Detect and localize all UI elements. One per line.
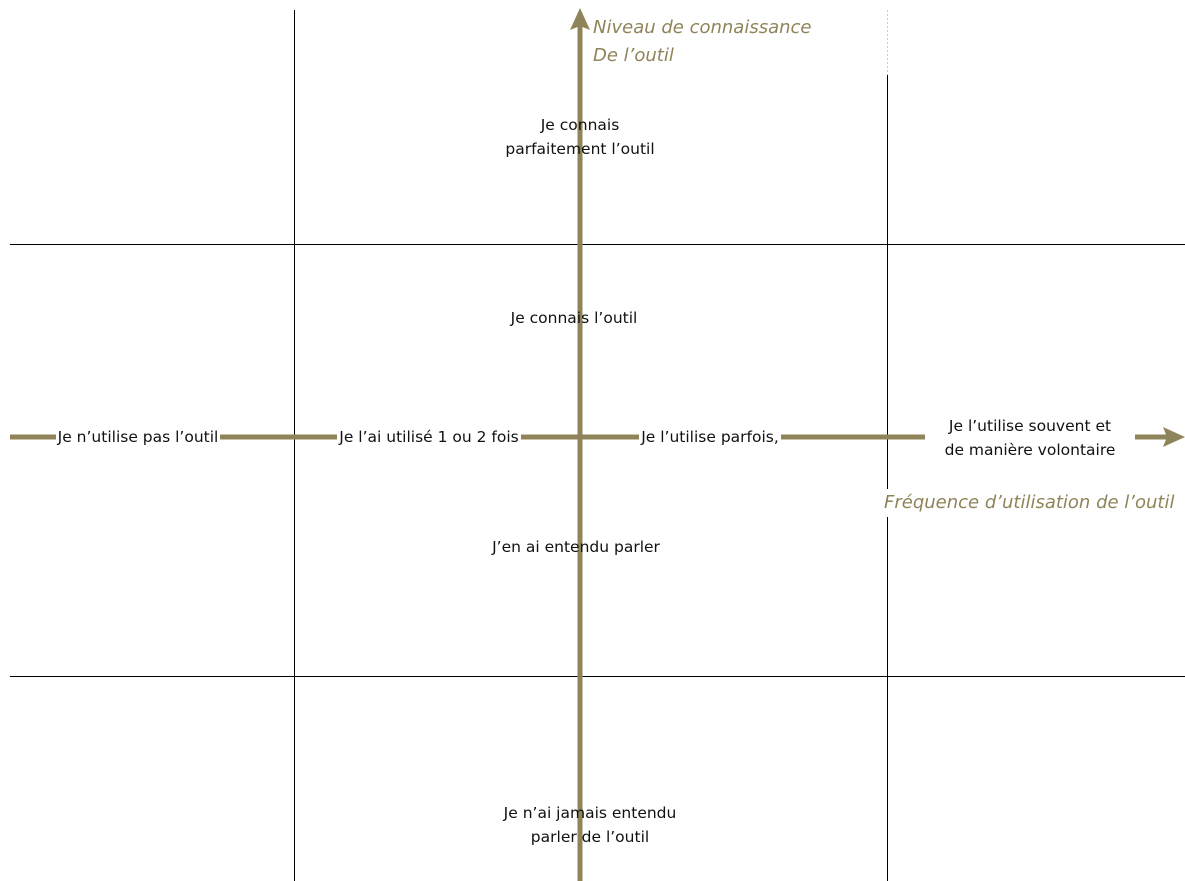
y-level-never-heard [480,801,700,849]
x-level-often [925,414,1135,462]
x-level-used-once [325,425,533,449]
x-level-not-used-line1: Je n’utilise pas l’outil [57,428,219,446]
y-level-perfect-line2: parfaitement l’outil [505,140,655,158]
x-level-used-once-line1: Je l’ai utilisé 1 ou 2 fois [339,428,519,446]
y-axis-title-line1: Niveau de connaissance [593,17,812,38]
x-level-often-line2: de manière volontaire [925,438,1135,462]
y-axis-title [593,14,812,70]
x-level-not-used [48,425,228,449]
y-level-never-heard-line2: parler de l’outil [530,828,650,846]
x-level-sometimes-line1: Je l’utilise parfois, [641,428,779,446]
y-level-perfect [470,113,690,161]
y-level-know [464,306,684,330]
y-axis-title-line2: De l’outil [593,45,674,66]
y-level-never-heard-line1: Je n’ai jamais entendu [503,804,677,822]
y-level-heard [466,535,686,559]
y-level-know-line1: Je connais l’outil [510,309,638,327]
y-level-perfect-line1: Je connais [540,116,620,134]
x-level-often-line1: Je l’utilise souvent et [925,414,1135,438]
x-level-sometimes [630,425,790,449]
y-level-heard-line1: J’en ai entendu parler [492,538,660,556]
x-axis-title: Fréquence d’utilisation de l’outil [882,489,1177,517]
